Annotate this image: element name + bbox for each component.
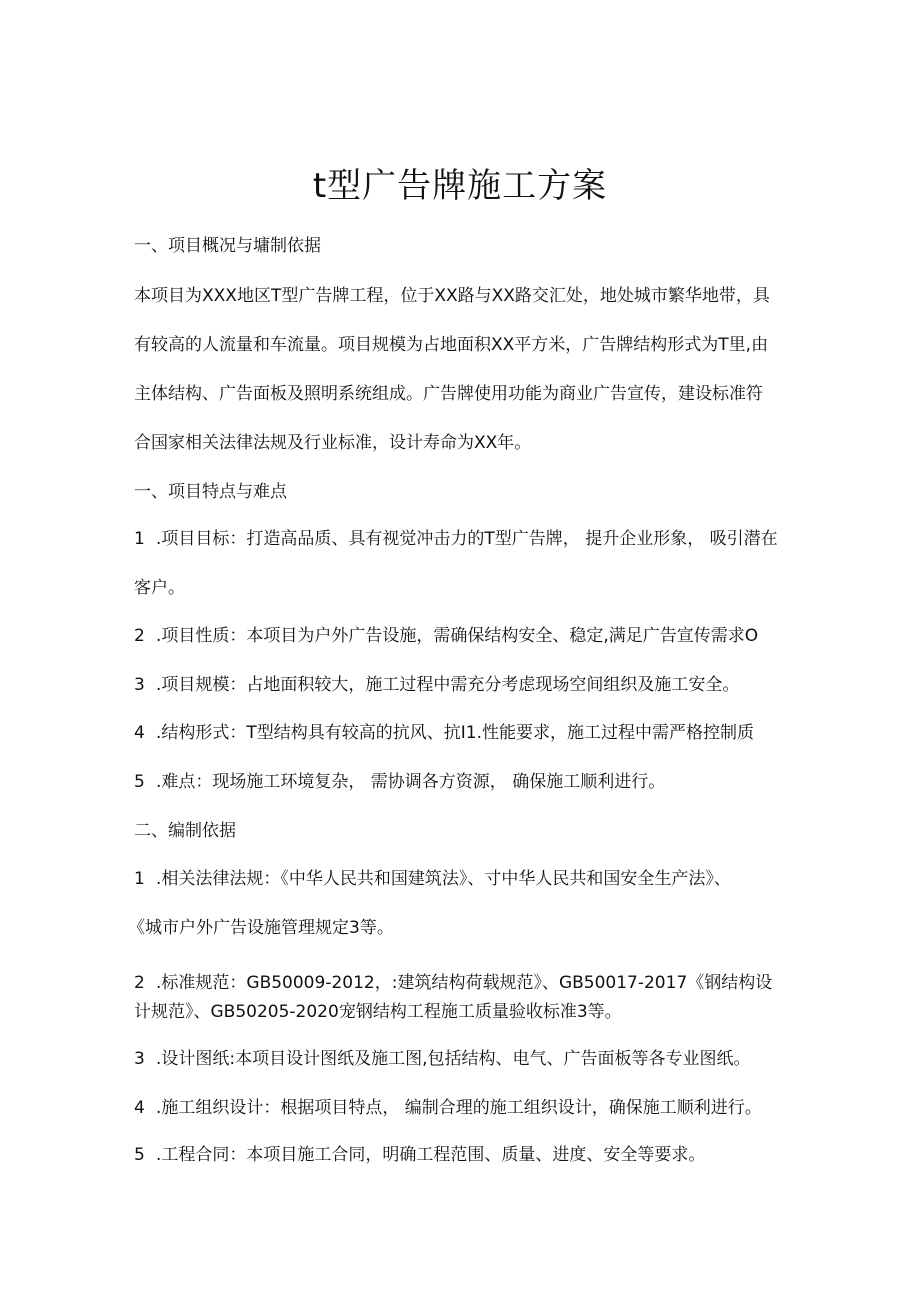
list-item [134, 771, 665, 793]
list-item-number: 5 [134, 1145, 145, 1165]
paragraph-line: 主体结构、广告面板及照明系统组成。广告牌使用功能为商业广告宣传，建设标准符 [134, 384, 763, 404]
list-item-text: .项目规模：占地面积较大，施工过程中需充分考虑现场空间组织及施工安全。 [156, 675, 740, 695]
document-title: t型广告牌施工方案 [312, 166, 608, 206]
list-item-text: .标准规范：GB50009-2012，:建筑结构荷载规范》、GB50017-2017《钢结构设 [156, 973, 773, 993]
list-item-text: .设计图纸:本项目设计图纸及施工图,包括结构、电气、广告面板等各专业图纸。 [156, 1049, 751, 1069]
list-item [134, 674, 739, 696]
list-item [134, 972, 772, 994]
list-item [134, 625, 758, 647]
list-item-text: .施工组织设计：根据项目特点， 编制合理的施工组织设计，确保施工顺利进行。 [156, 1098, 762, 1118]
list-item [134, 1048, 751, 1070]
list-item-number: 5 [134, 772, 145, 792]
list-item [134, 1144, 705, 1166]
list-item-continuation: 客户。 [134, 578, 185, 598]
list-item-number: 4 [134, 1098, 145, 1118]
list-item-text: .工程合同：本项目施工合同，明确工程范围、质量、进度、安全等要求。 [156, 1145, 706, 1165]
list-item-text: .结构形式：T型结构具有较高的抗风、抗I1.性能要求，施工过程中需严格控制质 [156, 723, 755, 743]
list-item [134, 722, 754, 744]
section-heading: 一、项目概况与墉制依据 [134, 236, 321, 256]
paragraph-line: 合国家相关法律法规及行业标准，设计寿命为XX年。 [134, 433, 532, 453]
list-item-continuation: 计规范》、GB50205-2020宠钢结构工程施工质量验收标准3等。 [134, 1002, 622, 1022]
list-item-text: .项目性质：本项目为户外广告设施，需确保结构安全、稳定,满足广告宣传需求O [156, 626, 759, 646]
list-item-number: 4 [134, 723, 145, 743]
list-item-text: .相关法律法规：《中华人民共和国建筑法》、寸中华人民共和国安全生产法》、 [156, 869, 731, 889]
paragraph-line: 本项目为XXX地区T型广告牌工程，位于XX路与XX路交汇处，地处城市繁华地带，具 [134, 286, 770, 306]
list-item [134, 528, 778, 550]
list-item [134, 868, 731, 890]
list-item-number: 2 [134, 973, 145, 993]
section-heading: 一、项目特点与难点 [134, 482, 287, 502]
list-item [134, 1097, 762, 1119]
list-item-number: 1 [134, 529, 145, 549]
section-heading: 二、编制依据 [134, 821, 236, 841]
list-item-text: .项目目标：打造高品质、具有视觉冲击力的T型广告牌， 提升企业形象， 吸引潜在 [156, 529, 778, 549]
list-item-continuation: 《城市户外广告设施管理规定3等。 [128, 918, 394, 938]
paragraph-line: 有较高的人流量和车流量。项目规模为占地面积XX平方米，广告牌结构形式为T里,由 [134, 335, 769, 355]
list-item-text: .难点：现场施工环境复杂， 需协调各方资源， 确保施工顺利进行。 [156, 772, 666, 792]
list-item-number: 1 [134, 869, 145, 889]
list-item-number: 3 [134, 1049, 145, 1069]
list-item-number: 3 [134, 675, 145, 695]
list-item-number: 2 [134, 626, 145, 646]
